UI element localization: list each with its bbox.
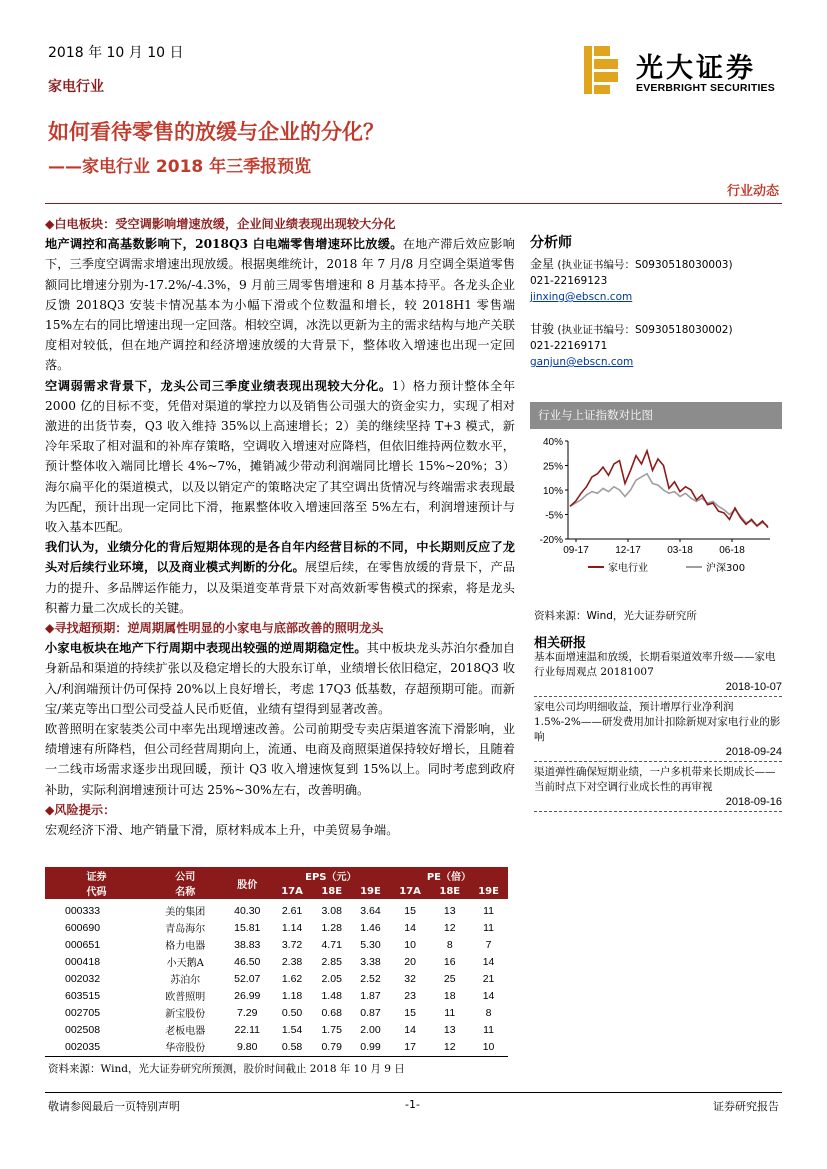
chart-y-tick-label: 10%: [542, 486, 563, 497]
cell-pe: 14: [404, 1023, 416, 1036]
header-price: 股价: [223, 867, 272, 899]
footer-disclaimer: 敬请参阅最后一页特别声明: [48, 1100, 180, 1113]
cell-pe: 12: [443, 921, 456, 934]
cell-price: 40.30: [234, 904, 261, 917]
bold-lead: 空调弱需求背景下，龙头公司三季度业绩表现出现较大分化。: [45, 378, 392, 393]
cell-eps: 4.71: [321, 938, 342, 951]
cell-price: 22.11: [234, 1023, 260, 1036]
cell-code: 002705: [65, 1006, 101, 1019]
cell-name: 小天鹅A: [166, 958, 204, 969]
company-logo: [582, 44, 782, 96]
cell-eps: 1.46: [360, 921, 381, 934]
header-code: [45, 867, 148, 899]
cell-price: 38.83: [234, 938, 261, 951]
paragraph: 欧普照明在家装类公司中率先出现增速改善。公司前期受专卖店渠道客流下滑影响，业绩增速有所降档，但公司经营周期向上，流通、电商及商照渠道保持较好增长，且随着一二线市场需求逐步出现回暖，预计 Q3 收入增速恢复到 15%以上。同时考虑到政府补助，实际利润增速预计可达 25%~30%左右，改善明确。: [45, 722, 515, 797]
cell-eps: 1.75: [321, 1023, 342, 1036]
section-heading-white-goods: ◆白电板块：受空调影响增速放缓，企业间业绩表现出现较大分化: [45, 217, 396, 231]
cell-pe: 14: [482, 989, 495, 1002]
paragraph: [45, 638, 515, 719]
cell-pe: 8: [485, 1006, 492, 1019]
header-year: 17A: [272, 883, 312, 899]
analyst-phone: 021-22169123: [530, 275, 608, 287]
header-name-line1: 公司: [175, 872, 196, 883]
chart-x-tick-label: 06-18: [719, 545, 745, 556]
paragraph: [45, 537, 515, 618]
chart-source: 资料来源：Wind，光大证券研究所: [534, 610, 697, 622]
cell-pe: 20: [404, 955, 416, 968]
chart-x-tick-label: 09-17: [563, 545, 589, 556]
bold-lead: 我们认为，业绩分化的背后短期体现的是各自年内经营目标的不同，中长期则反应了龙头对后续行业环境，以及商业模式判断的分化。: [45, 540, 515, 575]
paragraph-text: 1）格力预计整体全年 2000 亿的目标不变，凭借对渠道的掌控力以及销售公司强大的资金实力，实现了相对激进的出货节奏，Q3 收入维持 35%以上高速增长；2）美的继续坚持 T+3 模式，新冷年采取了相对温和的补库存策略，空调收入增速对应降档，但依旧维持两位数水平，预计整体收入端同比增长 4%~7%，摊销减少带动利润端同比增长 15%~20%；3）海尔扁平化的渠道模式，以及以销定产的策略决定了其空调出货情况与终端需求表现最为匹配，预计出现一定同比下滑，拖累整体收入增速回落至 5%左右，利润增速预计与收入基本匹配。: [45, 378, 516, 535]
cell-pe: 14: [404, 921, 416, 934]
cell-pe: 21: [482, 972, 495, 985]
cell-eps: 0.58: [281, 1040, 303, 1053]
cell-price: 46.50: [234, 955, 261, 968]
section-heading-risk: ◆风险提示：: [45, 802, 116, 817]
table-row: [45, 970, 508, 987]
brand-cn: 光大证券: [636, 53, 756, 84]
cell-pe: 11: [483, 904, 495, 917]
cell-name: 格力电器: [165, 941, 206, 952]
header-year: 19E: [351, 883, 390, 899]
paragraph-text: 其中板块龙头苏泊尔叠加自身新品和渠道的持续扩张以及稳定增长的大股东订单，业绩增长依旧稳定，2018Q3 收入/利润端预计仍可保持 20%以上良好增长，考虑 17Q3 低基数，存超预期可能。而新宝/莱克等出口型公司受益人民币贬值，业绩有望得到显著改善。: [45, 641, 516, 716]
paragraph: 宏观经济下滑、地产销量下滑，原材料成本上升，中美贸易争端。: [45, 823, 399, 838]
cell-pe: 10: [482, 1040, 495, 1053]
paragraph: [45, 376, 515, 538]
header-code-line2: 代码: [86, 887, 107, 898]
header-name-line2: 名称: [175, 887, 196, 898]
related-report-title[interactable]: 渠道弹性确保短期业绩，一户多机带来长期成长——当前时点下对空调行业成长性的再审视: [534, 766, 776, 793]
cell-eps: 2.00: [360, 1023, 381, 1036]
bold-lead: 小家电板块在地产下行周期中表现出较强的逆周期稳定性。: [45, 641, 367, 656]
table-row: [45, 1004, 508, 1021]
cell-name: 老板电器: [165, 1026, 206, 1037]
cell-eps: 5.30: [360, 938, 381, 951]
related-report-title[interactable]: 基本面增速温和放缓，长期看渠道效率升级——家电行业每周观点 20181007: [534, 651, 776, 678]
analyst-panel: [530, 232, 782, 386]
industry-label: 家电行业: [48, 79, 104, 95]
header-year: 18E: [430, 883, 469, 899]
cell-eps: 3.64: [360, 904, 381, 917]
cell-eps: 1.28: [321, 921, 342, 934]
header-pe: PE（倍）: [390, 867, 508, 883]
cell-code: 002032: [65, 972, 101, 985]
table-row: [45, 936, 508, 953]
cell-eps: 3.38: [360, 955, 381, 968]
cell-name: 苏泊尔: [170, 975, 201, 986]
cell-eps: 3.72: [281, 938, 303, 951]
report-type: 行业动态: [726, 184, 779, 199]
section-heading-surprise: ◆寻找超预期：逆周期属性明显的小家电与底部改善的照明龙头: [45, 621, 384, 636]
cell-pe: 16: [443, 955, 456, 968]
cell-pe: 13: [443, 904, 456, 917]
table-row: [45, 987, 508, 1004]
cell-code: 000651: [65, 938, 101, 951]
cell-code: 002035: [65, 1040, 101, 1053]
cell-code: 000333: [65, 904, 101, 917]
table-source: 资料来源：Wind，光大证券研究所预测，股价时间截止 2018 年 10 月 9 日: [48, 1063, 405, 1075]
cell-pe: 10: [404, 938, 416, 951]
table-row: [45, 899, 508, 919]
table-row: [45, 1038, 508, 1055]
cell-eps: 1.48: [321, 989, 342, 1002]
cell-name: 欧普照明: [165, 992, 206, 1003]
header-eps: EPS（元）: [272, 867, 390, 883]
cell-pe: 8: [446, 938, 453, 951]
cell-code: 600690: [65, 921, 101, 934]
cell-pe: 32: [404, 972, 416, 985]
related-reports-heading: 相关研报: [534, 636, 587, 651]
cell-eps: 0.87: [360, 1006, 381, 1019]
analyst-email[interactable]: jinxing@ebscn.com: [530, 291, 633, 303]
cell-eps: 1.62: [281, 972, 303, 985]
table-row: [45, 919, 508, 936]
cell-pe: 7: [485, 938, 492, 951]
footer-label: 证券研究报告: [713, 1100, 779, 1113]
cell-eps: 3.08: [321, 904, 342, 917]
cell-price: 26.99: [234, 989, 261, 1002]
cell-name: 美的集团: [165, 907, 206, 918]
report-date: 2018 年 10 月 10 日: [48, 45, 184, 61]
cell-eps: 1.14: [281, 921, 303, 934]
cell-price: 15.81: [234, 921, 261, 934]
cell-pe: 23: [404, 989, 416, 1002]
related-reports: [534, 650, 782, 815]
comparison-chart: [530, 402, 782, 602]
cell-pe: 25: [443, 972, 456, 985]
chart-y-tick-label: 25%: [542, 461, 563, 473]
cell-pe: 14: [482, 955, 495, 968]
related-report-date: 2018-09-16: [534, 795, 782, 812]
analyst-card: [530, 321, 782, 370]
analyst-cert: (执业证书编号：S0930518030002): [557, 324, 733, 336]
cell-price: 9.80: [237, 1040, 258, 1053]
cell-name: 华帝股份: [165, 1043, 206, 1054]
valuation-table-body: [45, 899, 508, 1055]
cell-name: 青岛海尔: [165, 924, 206, 935]
analyst-phone: 021-22169171: [530, 340, 608, 352]
chart-series-line: [570, 451, 768, 528]
table-divider: [45, 1056, 508, 1057]
paragraph-text: 展望后续，在零售放缓的背景下，产品力的提升、多品牌运作能力，以及渠道变革背景下对高效新零售模式的探索，将是龙头积蓄力量二次成长的关键。: [45, 560, 516, 615]
cell-eps: 2.61: [281, 904, 303, 917]
analyst-name: 甘骏: [530, 322, 555, 336]
related-report-date: 2018-09-24: [534, 745, 782, 762]
header-year: 19E: [469, 883, 508, 899]
header-divider: [45, 203, 782, 204]
chart-x-tick-label: 03-18: [667, 545, 693, 556]
cell-name: 新宝股份: [165, 1009, 206, 1020]
chart-plot: [530, 429, 782, 602]
page-number: -1-: [405, 1098, 420, 1111]
cell-eps: 0.79: [321, 1040, 342, 1053]
related-report-date: 2018-10-07: [534, 680, 782, 697]
footer-divider: [45, 1092, 782, 1093]
chart-series-line: [570, 474, 768, 526]
analyst-heading: 分析师: [530, 235, 572, 251]
header-year: 17A: [390, 883, 430, 899]
chart-legend-label: 家电行业: [608, 563, 648, 574]
header-code-line1: 证券: [86, 872, 107, 883]
paragraph-text: 在地产滞后效应影响下，三季度空调需求增速出现放缓。根据奥维统计，2018 年 7 月/8 月空调全渠道零售额同比增速分别为-17.2%/-4.3%，9 月前三周零售增速和 8 月基本持平。各龙头企业反馈 2018Q3 安装卡情况基本为小幅下滑或个位数温和增长，较 2018H1 零售端 15%左右的同比增速出现一定回落。相较空调，冰洗以更新为主的需求结构与地产关联度相对较低，但在地产调控和经济增速放缓的大背景下，整体收入增速也出现一定回落。: [45, 237, 515, 373]
cell-eps: 1.87: [360, 989, 381, 1002]
cell-eps: 0.99: [360, 1040, 381, 1053]
cell-code: 603515: [65, 989, 101, 1002]
chart-x-tick-label: 12-17: [615, 545, 641, 556]
cell-pe: 12: [443, 1040, 456, 1053]
brand-en: EVERBRIGHT SECURITIES: [636, 82, 775, 94]
header-year: 18E: [312, 883, 351, 899]
chart-legend-label: 沪深300: [706, 563, 746, 574]
cell-eps: 2.05: [321, 972, 342, 985]
chart-title: 行业与上证指数对比图: [530, 402, 782, 429]
header-name: [148, 867, 223, 899]
cell-eps: 0.68: [321, 1006, 342, 1019]
analyst-card: [530, 256, 782, 305]
main-text: [45, 214, 515, 840]
cell-pe: 13: [443, 1023, 456, 1036]
cell-code: 002508: [65, 1023, 101, 1036]
cell-pe: 11: [483, 1023, 495, 1036]
bold-lead: 地产调控和高基数影响下，2018Q3 白电端零售增速环比放缓。: [45, 237, 403, 252]
cell-price: 52.07: [234, 972, 261, 985]
cell-pe: 18: [443, 989, 456, 1002]
analyst-name: 金星: [530, 257, 555, 271]
report-title: 如何看待零售的放缓与企业的分化？: [48, 120, 384, 144]
table-row: [45, 1021, 508, 1038]
cell-eps: 2.38: [281, 955, 303, 968]
analyst-cert: (执业证书编号：S0930518030003): [557, 259, 733, 271]
chart-y-tick-label: 40%: [542, 437, 563, 448]
cell-pe: 17: [404, 1040, 416, 1053]
cell-code: 000418: [65, 955, 101, 968]
cell-pe: 15: [404, 904, 416, 917]
paragraph: [45, 234, 515, 375]
valuation-table: [45, 867, 508, 1055]
cell-eps: 1.18: [281, 989, 303, 1002]
cell-pe: 11: [444, 1006, 456, 1019]
cell-eps: 2.52: [360, 972, 381, 985]
cell-eps: 0.50: [281, 1006, 303, 1019]
chart-y-tick-label: -5%: [545, 510, 563, 522]
analyst-email[interactable]: ganjun@ebscn.com: [530, 356, 634, 368]
report-subtitle: ——家电行业 2018 年三季报预览: [48, 157, 312, 177]
cell-eps: 2.85: [321, 955, 342, 968]
cell-pe: 11: [483, 921, 495, 934]
related-report-title[interactable]: 家电公司均明细收益，预计增厚行业净利润 1.5%-2%——研发费用加计扣除新规对家电行业的影响: [534, 701, 781, 743]
table-row: [45, 953, 508, 970]
chart-y-tick-label: -20%: [539, 535, 563, 546]
cell-eps: 1.54: [281, 1023, 303, 1036]
logo-mark-icon: [582, 44, 626, 96]
cell-pe: 15: [404, 1006, 416, 1019]
cell-price: 7.29: [237, 1006, 258, 1019]
